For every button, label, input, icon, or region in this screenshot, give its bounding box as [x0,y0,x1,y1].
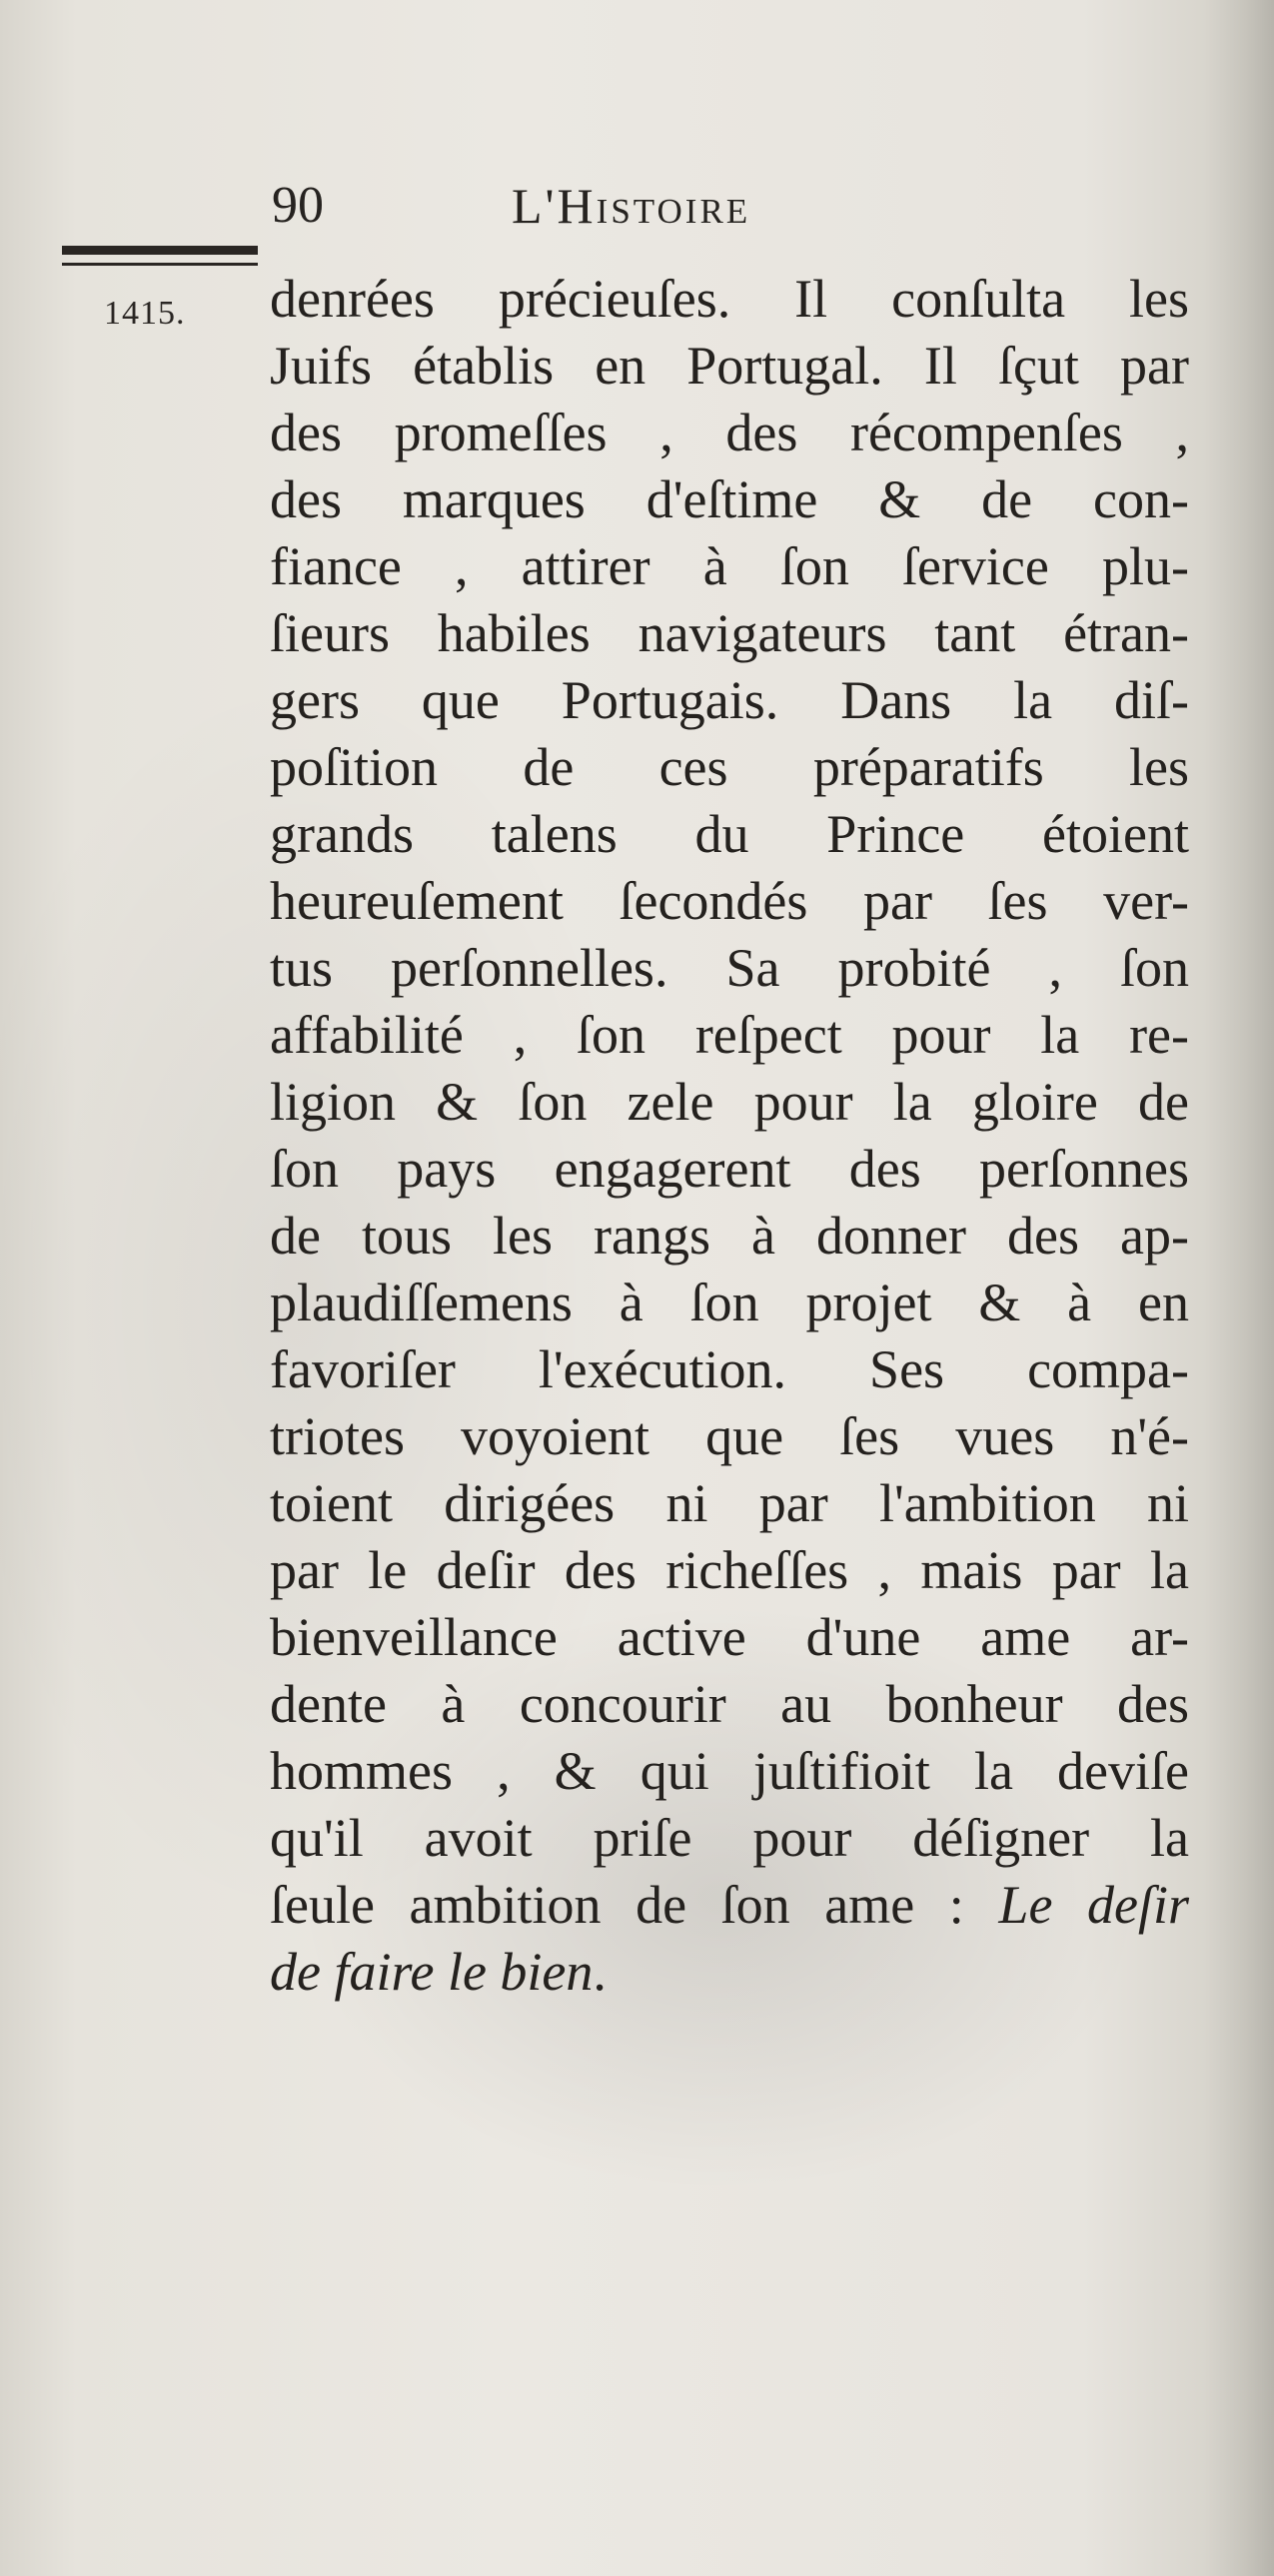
text-line: favoriſer l'exécution. Ses compa- [270,1339,1189,1399]
margin-year-note: 1415. [104,295,186,332]
text-line: bienveillance active d'une ame ar- [270,1607,1189,1667]
text-line-last [270,1939,1189,2006]
text-line: ligion & ſon zele pour la gloire de [270,1072,1189,1132]
text-line-roman: ſeule ambition de ſon ame : [270,1875,964,1935]
text-line: fiance , attirer à ſon ſervice plu- [270,536,1189,596]
text-line: tus perſonnelles. Sa probité , ſon [270,938,1189,998]
header-rule-thick [62,246,258,255]
text-line: des marques d'eſtime & de con- [270,469,1189,529]
body-text [270,266,1189,2006]
text-line: ſon pays engagerent des perſonnes [270,1139,1189,1199]
text-line: hommes , & qui juſtifioit la deviſe [270,1741,1189,1801]
final-period: . [593,1942,607,2002]
text-line: dente à concourir au bonheur des [270,1674,1189,1734]
page-header [272,176,921,236]
spine-shadow [1204,0,1274,2576]
text-line: grands talens du Prince étoient [270,804,1189,864]
text-line: des promeſſes , des récompenſes , [270,403,1189,462]
italic-motto-end: de faire le bien [270,1942,594,2002]
text-line: ſieurs habiles navigateurs tant étran- [270,603,1189,663]
text-line: affabilité , ſon reſpect pour la re- [270,1005,1189,1065]
text-line: denrées précieuſes. Il conſulta les [270,269,1189,329]
text-line: plaudiſſemens à ſon projet & à en [270,1273,1189,1332]
italic-motto-start: Le deſir [998,1875,1189,1935]
text-line-mixed [270,1872,1189,1939]
text-line: par le deſir des richeſſes , mais par la [270,1540,1189,1600]
text-line: Juifs établis en Portugal. Il ſçut par [270,336,1189,396]
header-rule-thin [62,263,258,266]
text-line: toient dirigées ni par l'ambition ni [270,1473,1189,1533]
text-line: triotes voyoient que ſes vues n'é- [270,1406,1189,1466]
text-line: gers que Portugais. Dans la diſ- [270,670,1189,730]
text-line: qu'il avoit priſe pour déſigner la [270,1808,1189,1868]
running-title: L'Histoire [512,178,751,234]
page-number: 90 [272,177,324,234]
text-line: poſition de ces préparatifs les [270,737,1189,797]
text-line: de tous les rangs à donner des ap- [270,1206,1189,1266]
text-line: heureuſement ſecondés par ſes ver- [270,871,1189,931]
